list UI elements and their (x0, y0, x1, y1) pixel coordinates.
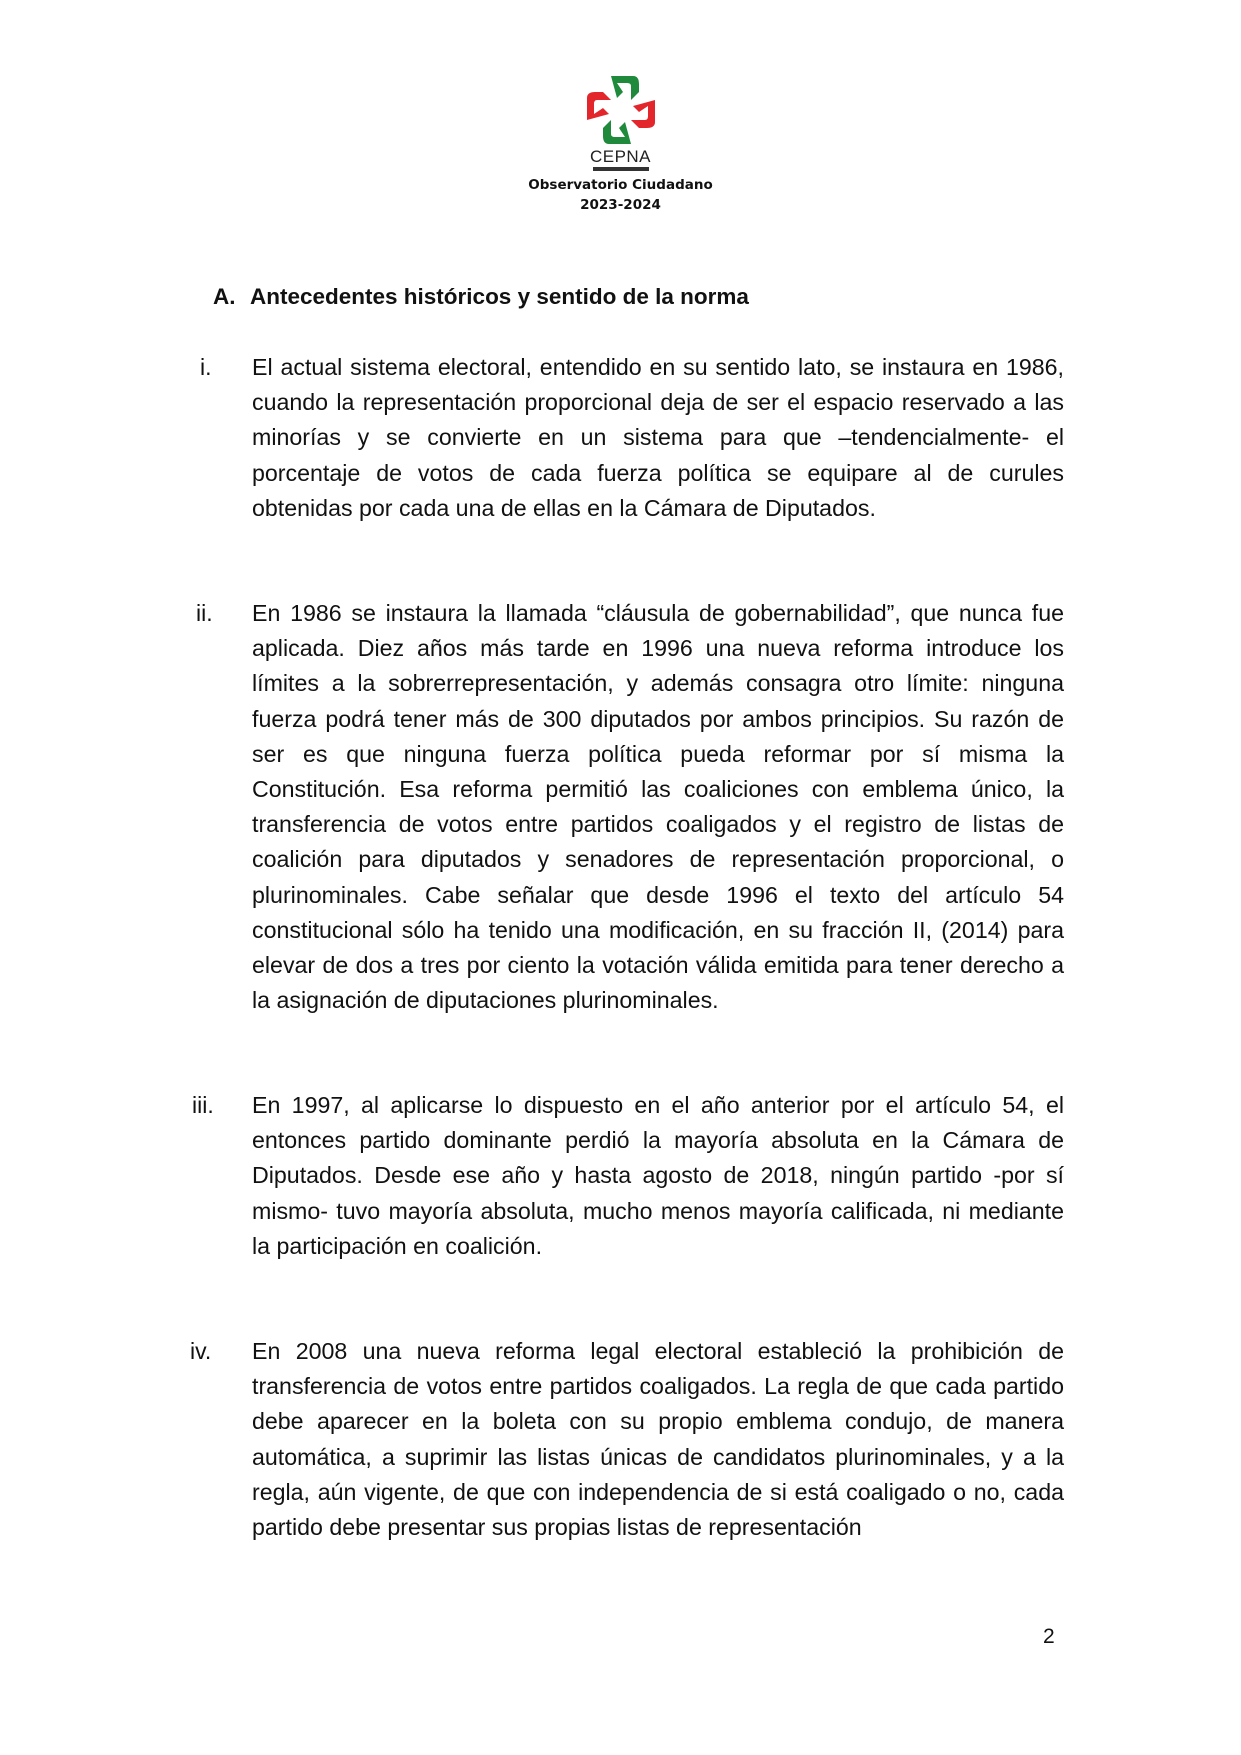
list-marker: ii. (196, 600, 213, 626)
logo-wordmark: CEPNA (589, 147, 652, 166)
document-header (0, 70, 1241, 215)
section-heading (213, 284, 749, 310)
organization-years: 2023-2024 (580, 197, 661, 213)
cepna-logo-icon (581, 70, 661, 150)
list-item-text: En 1986 se instaura la llamada “cláusula de gobernabilidad”, que nunca fue aplicada. Diez años más tarde en 1996 una nueva reforma introduce los límites a la sobrerrepresentación, y además consagra otro límite: ninguna fuerza podrá tener más de 300 diputados por ambos principios. Su razón de ser es que ninguna fuerza política pueda reformar por sí misma la Constitución. Esa reforma permitió las coaliciones con emblema único, la transferencia de votos entre partidos coaligados y el registro de listas de coalición para diputados y senadores de representación proporcional, o plurinominales. Cabe señalar que desde 1996 el texto del artículo 54 constitucional sólo ha tenido una modificación, en su fracción II, (2014) para elevar de dos a tres por ciento la votación válida emitida para tener derecho a la asignación de diputaciones plurinominales. (252, 600, 1064, 1014)
list-item-text: El actual sistema electoral, entendido en su sentido lato, se instaura en 1986, cuando la representación proporcional deja de ser el espacio reservado a las minorías y se convierte en un sistema para que –tendencialmente- el porcentaje de votos de cada fuerza política se equipare al de curules obtenidas por cada una de ellas en la Cámara de Diputados. (252, 354, 1064, 521)
list-item-text: En 2008 una nueva reforma legal electoral estableció la prohibición de transferencia de votos entre partidos coaligados. La regla de que cada partido debe aparecer en la boleta con su propio emblema condujo, de manera automática, a suprimir las listas únicas de candidatos plurinominales, y a la regla, aún vigente, de que con independencia de si está coaligado o no, cada partido debe presentar sus propias listas de representación (252, 1338, 1064, 1541)
list-item-text: En 1997, al aplicarse lo dispuesto en el año anterior por el artículo 54, el entonces partido dominante perdió la mayoría absoluta en la Cámara de Diputados. Desde ese año y hasta agosto de 2018, ningún partido -por sí mismo- tuvo mayoría absoluta, mucho menos mayoría calificada, ni mediante la participación en coalición. (252, 1092, 1064, 1259)
section-letter: A. (213, 284, 236, 309)
list-marker: iii. (192, 1092, 214, 1118)
page-number: 2 (1043, 1625, 1055, 1648)
organization-title: Observatorio Ciudadano (528, 177, 713, 193)
section-title: Antecedentes históricos y sentido de la norma (250, 284, 749, 309)
logo-tagline-bar (593, 167, 649, 171)
list-marker: i. (200, 354, 212, 380)
list-marker: iv. (190, 1338, 212, 1364)
